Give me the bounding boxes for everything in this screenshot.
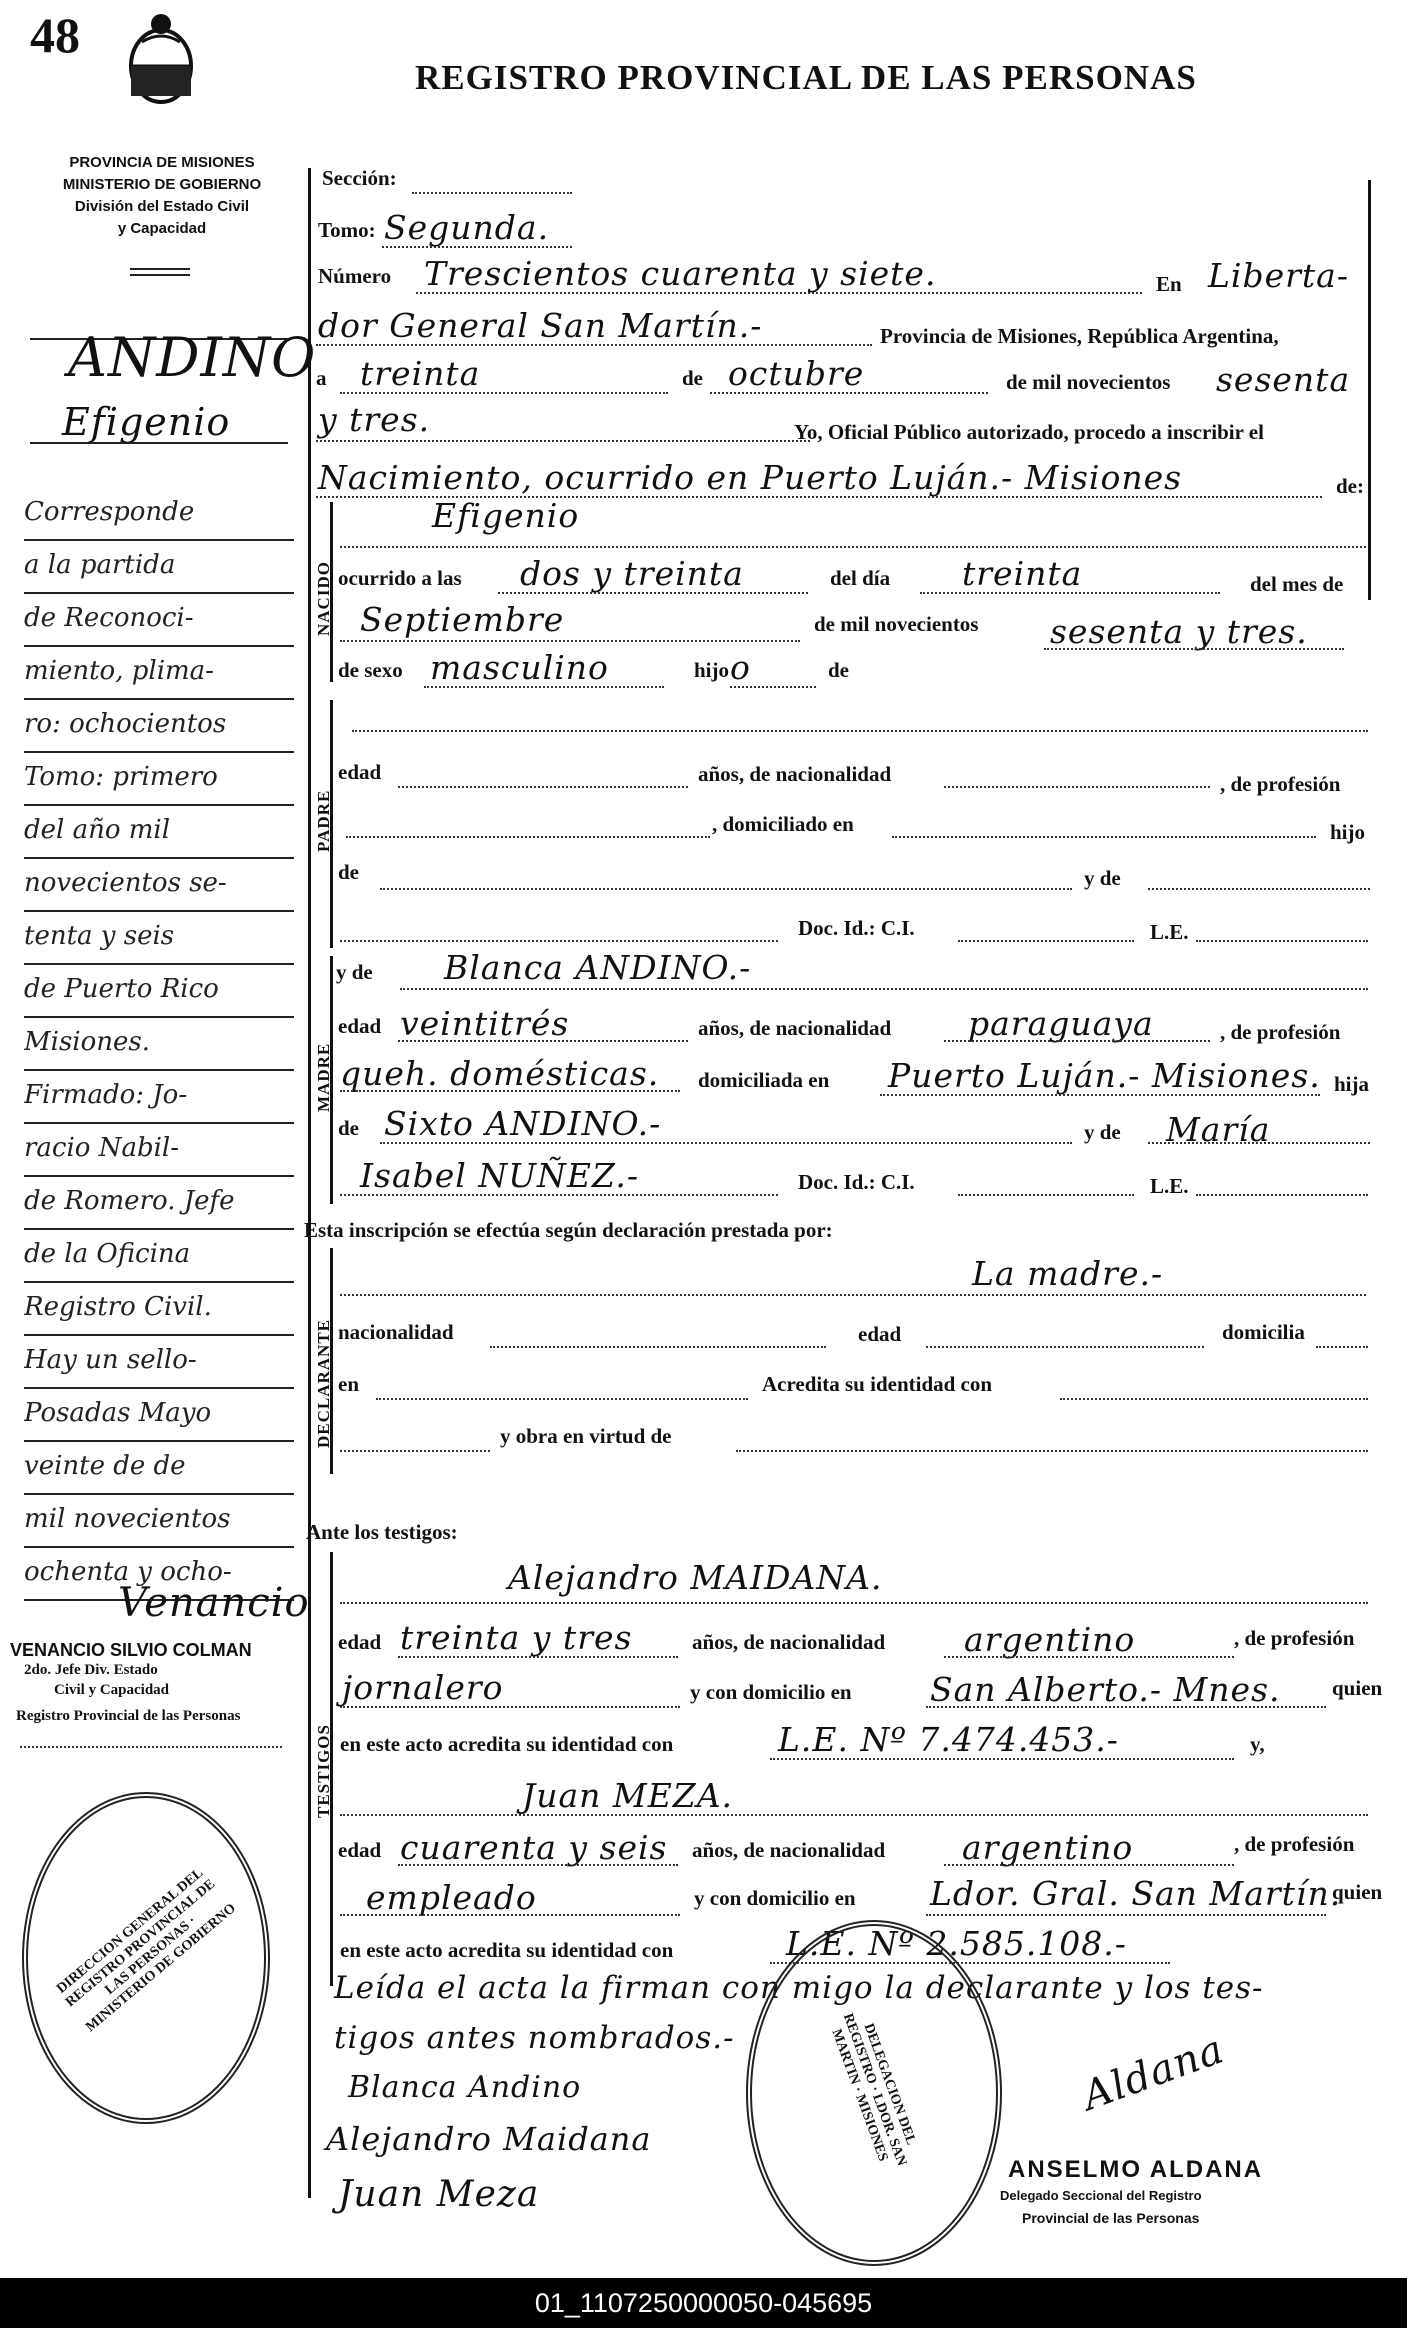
label-provincia: Provincia de Misiones, República Argentina, <box>880 324 1279 348</box>
document-title: REGISTRO PROVINCIAL DE LAS PERSONAS <box>415 58 1197 97</box>
label-hijo2: hijo <box>1330 820 1366 844</box>
margin-annotation-line: Hay un sello- <box>24 1336 294 1389</box>
agency-line: MINISTERIO DE GOBIERNO <box>62 176 262 193</box>
label-de2: de <box>828 658 849 682</box>
label-anos-madre: años, de nacionalidad <box>698 1016 892 1040</box>
label-edad-decl: edad <box>858 1322 902 1346</box>
label-hijo: hijo <box>694 658 730 682</box>
value-tomo: Segunda. <box>384 208 550 247</box>
value-hijo-suffix: o <box>730 648 751 687</box>
label-de3: de <box>338 860 359 884</box>
value-dia-nac: treinta <box>962 554 1083 593</box>
label-seccion: Sección: <box>322 166 397 190</box>
coat-of-arms-icon <box>122 12 200 106</box>
label-acredita-t1: en este acto acredita su identidad con <box>340 1732 674 1756</box>
agency-line: PROVINCIA DE MISIONES <box>69 154 255 171</box>
label-de-mil: de mil novecientos <box>1006 370 1171 394</box>
section-label-nacido: NACIDO <box>314 561 333 636</box>
agency-block <box>28 152 296 240</box>
signature-testigo2: Juan Meza <box>338 2174 540 2215</box>
value-madre-dom: Puerto Luján.- Misiones. <box>888 1056 1321 1095</box>
oficial-title1: Delegado Seccional del Registro <box>1000 2188 1202 2203</box>
margin-annotation-line: Registro Civil. <box>24 1283 294 1336</box>
margin-annotation-line: racio Nabil- <box>24 1124 294 1177</box>
label-del-mes: del mes de <box>1250 572 1344 596</box>
center-seal-stamp <box>746 1920 1002 2266</box>
value-leida-line1: Leída el acta la firman con migo la declarante y los tes- <box>334 1970 1264 2006</box>
value-madre-prof: queh. domésticas. <box>340 1054 660 1093</box>
label-edad-padre: edad <box>338 760 382 784</box>
label-hija: hija <box>1334 1072 1370 1096</box>
margin-official-signature: Venancio <box>118 1580 310 1626</box>
label-y-de3: y de <box>1084 1120 1121 1144</box>
value-sexo: masculino <box>430 648 609 687</box>
value-anio-nac: sesenta y tres. <box>1050 612 1308 651</box>
label-profesion-padre: , de profesión <box>1220 772 1341 796</box>
center-seal-text: DELEGACION DEL REGISTRO · LDOR. SAN MARTIN · MISIONES <box>828 2011 919 2169</box>
label-y-de: y de <box>1084 866 1121 890</box>
value-madre-edad: veintitrés <box>400 1004 570 1043</box>
margin-annotation-line: ro: ochocientos <box>24 700 294 753</box>
label-yo: Yo, Oficial Público autorizado, procedo a inscribir el <box>794 420 1264 444</box>
label-de-mil2: de mil novecientos <box>814 612 979 636</box>
label-doc-id-madre: Doc. Id.: C.I. <box>798 1170 915 1194</box>
value-testigo2: Juan MEZA. <box>522 1776 734 1815</box>
value-dia: treinta <box>360 354 481 393</box>
value-madre-nombre: Blanca ANDINO.- <box>444 948 752 987</box>
oficial-title2: Provincial de las Personas <box>1022 2210 1200 2226</box>
margin-annotation <box>24 488 294 1601</box>
label-doc-id-padre: Doc. Id.: C.I. <box>798 916 915 940</box>
oficial-name: ANSELMO ALDANA <box>1008 2156 1264 2183</box>
label-quien-t1: quien <box>1332 1676 1383 1700</box>
margin-official-title: 2do. Jefe Div. Estado <box>24 1662 158 1678</box>
label-de4: de <box>338 1116 359 1140</box>
label-tomo: Tomo: <box>318 218 376 242</box>
left-seal-text: DIRECCION GENERAL DEL REGISTRO PROVINCIAL DE LAS PERSONAS · MINISTERIO DE GOBIERNO <box>54 1865 239 2036</box>
value-anio-cont: y tres. <box>318 400 431 439</box>
value-mes-nac: Septiembre <box>360 600 565 639</box>
label-ocurrido: ocurrido a las <box>338 566 462 590</box>
label-profesion-t1: , de profesión <box>1234 1626 1355 1650</box>
section-label-declarante: DECLARANTE <box>314 1318 333 1448</box>
agency-line: División del Estado Civil <box>74 198 250 215</box>
margin-annotation-line: mil novecientos <box>24 1495 294 1548</box>
value-hora: dos y treinta <box>520 554 744 593</box>
value-declarante: La madre.- <box>972 1254 1164 1293</box>
value-inscribir: Nacimiento, ocurrido en Puerto Luján.- Misiones <box>318 458 1183 497</box>
label-domicilio-t2: y con domicilio en <box>694 1886 856 1910</box>
value-mes: octubre <box>728 354 865 393</box>
value-testigo1: Alejandro MAIDANA. <box>508 1558 883 1597</box>
value-madre-nac: paraguaya <box>968 1004 1154 1043</box>
label-le-padre: L.E. <box>1150 920 1189 944</box>
page-number: 48 <box>30 7 80 63</box>
margin-annotation-line: miento, plima- <box>24 647 294 700</box>
signature-oficial: Aldana <box>1076 2026 1231 2120</box>
label-anos-t2: años, de nacionalidad <box>692 1838 886 1862</box>
margin-annotation-line: Tomo: primero <box>24 753 294 806</box>
label-de-sexo: de sexo <box>338 658 403 682</box>
value-madre-madre: María <box>1166 1110 1271 1149</box>
label-domiciliado: , domiciliado en <box>712 812 854 836</box>
value-t1-id: L.E. Nº 7.474.453.- <box>778 1720 1119 1759</box>
label-domiciliada: domiciliada en <box>698 1068 830 1092</box>
document-id-footer: 01_1107250000050-045695 <box>0 2278 1407 2328</box>
value-anio: sesenta <box>1216 360 1351 399</box>
value-madre-padre: Sixto ANDINO.- <box>384 1104 662 1143</box>
label-en-decl: en <box>338 1372 359 1396</box>
label-le-madre: L.E. <box>1150 1174 1189 1198</box>
value-t2-id: L.E. Nº 2.585.108.- <box>786 1924 1127 1963</box>
margin-official-name: VENANCIO SILVIO COLMAN <box>10 1640 252 1660</box>
margin-annotation-line: Misiones. <box>24 1018 294 1071</box>
label-numero: Número <box>318 264 392 288</box>
value-t2-dom: Ldor. Gral. San Martín. <box>930 1874 1342 1913</box>
label-de: de <box>682 366 703 390</box>
label-a: a <box>316 366 327 390</box>
label-quien-t2: quien <box>1332 1880 1383 1904</box>
margin-annotation-line: de Puerto Rico <box>24 965 294 1018</box>
margin-annotation-line: novecientos se- <box>24 859 294 912</box>
margin-annotation-line: tenta y seis <box>24 912 294 965</box>
label-del-dia: del día <box>830 566 891 590</box>
value-numero: Trescientos cuarenta y siete. <box>424 254 937 293</box>
value-madre-madre2: Isabel NUÑEZ.- <box>360 1156 639 1195</box>
value-t1-edad: treinta y tres <box>400 1618 633 1657</box>
form-left-border <box>308 168 311 2198</box>
label-anos-padre: años, de nacionalidad <box>698 762 892 786</box>
margin-annotation-line: de Reconoci- <box>24 594 294 647</box>
margin-annotation-line: de la Oficina <box>24 1230 294 1283</box>
section-label-padre: PADRE <box>314 789 333 852</box>
label-edad-madre: edad <box>338 1014 382 1038</box>
value-t2-nac: argentino <box>962 1828 1134 1867</box>
section-label-madre: MADRE <box>314 1042 333 1112</box>
label-domicilio-t1: y con domicilio en <box>690 1680 852 1704</box>
label-y-comma: y, <box>1250 1732 1265 1756</box>
margin-surname: ANDINO <box>68 326 317 389</box>
signature-testigo1: Alejandro Maidana <box>326 2120 652 2158</box>
label-edad-t1: edad <box>338 1630 382 1654</box>
value-t2-prof: empleado <box>366 1878 537 1917</box>
label-y-de2: y de <box>336 960 373 984</box>
label-nacionalidad-decl: nacionalidad <box>338 1320 454 1344</box>
margin-official-title: Civil y Capacidad <box>54 1682 170 1698</box>
label-domicilia: domicilia <box>1222 1320 1305 1344</box>
agency-line: y Capacidad <box>117 220 207 237</box>
margin-annotation-line: Posadas Mayo <box>24 1389 294 1442</box>
label-inscripcion: Esta inscripción se efectúa según declaración prestada por: <box>304 1218 833 1242</box>
margin-annotation-line: a la partida <box>24 541 294 594</box>
margin-official-title: Registro Provincial de las Personas <box>16 1708 241 1724</box>
label-en: En <box>1156 272 1182 296</box>
margin-annotation-line: de Romero. Jefe <box>24 1177 294 1230</box>
margin-annotation-line: ochenta y ocho- <box>24 1548 294 1601</box>
label-testigos: Ante los testigos: <box>306 1520 458 1544</box>
value-t1-dom: San Alberto.- Mnes. <box>930 1670 1281 1709</box>
value-leida-line2: tigos antes nombrados.- <box>334 2020 735 2056</box>
label-profesion-t2: , de profesión <box>1234 1832 1355 1856</box>
value-t1-nac: argentino <box>964 1620 1136 1659</box>
value-nombre: Efigenio <box>432 496 580 535</box>
label-anos-t1: años, de nacionalidad <box>692 1630 886 1654</box>
section-label-testigos: TESTIGOS <box>314 1724 333 1818</box>
label-acredita: Acredita su identidad con <box>762 1372 993 1396</box>
margin-annotation-line: Firmado: Jo- <box>24 1071 294 1124</box>
label-profesion-madre: , de profesión <box>1220 1020 1341 1044</box>
value-t2-edad: cuarenta y seis <box>400 1828 668 1867</box>
signature-declarante: Blanca Andino <box>348 2070 582 2105</box>
margin-annotation-line: del año mil <box>24 806 294 859</box>
label-acredita-t2: en este acto acredita su identidad con <box>340 1938 674 1962</box>
margin-annotation-line: veinte de de <box>24 1442 294 1495</box>
margin-annotation-line: Corresponde <box>24 488 294 541</box>
value-en: Liberta- <box>1208 256 1349 295</box>
label-de-colon: de: <box>1336 474 1364 498</box>
label-obra: y obra en virtud de <box>500 1424 672 1448</box>
margin-given-name: Efigenio <box>62 400 231 444</box>
value-t1-prof: jornalero <box>342 1668 504 1707</box>
value-en-cont: dor General San Martín.- <box>318 306 763 345</box>
label-edad-t2: edad <box>338 1838 382 1862</box>
left-seal-stamp <box>22 1792 270 2124</box>
